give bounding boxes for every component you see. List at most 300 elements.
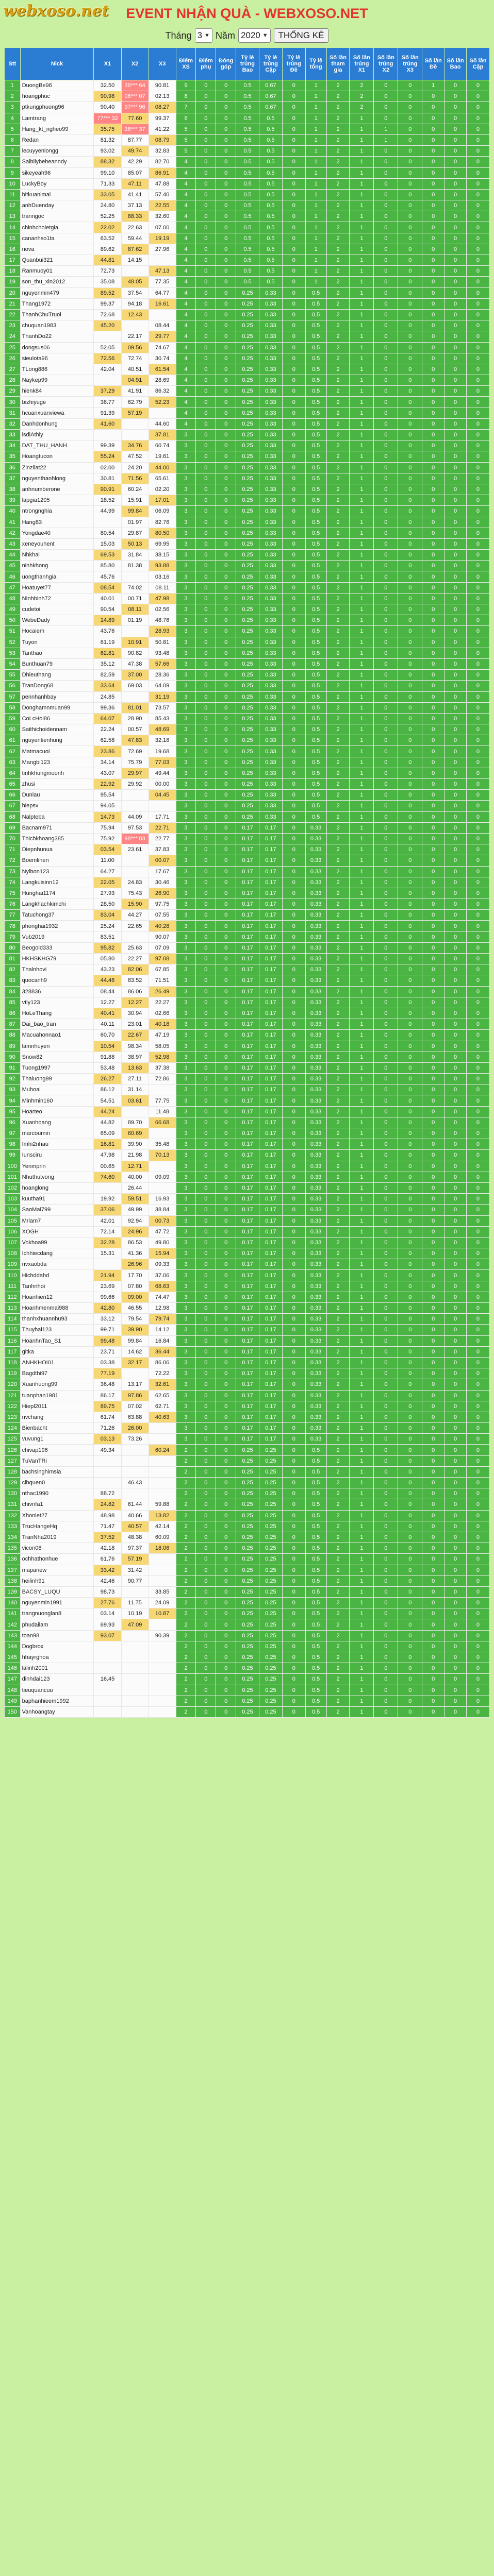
- nick-cell[interactable]: Nalpteba: [20, 811, 94, 822]
- nick-cell[interactable]: nguyenthanhlong: [20, 473, 94, 484]
- nick-cell[interactable]: LuckyBoy: [20, 178, 94, 189]
- nick-cell[interactable]: Hang_kt_ngheo99: [20, 124, 94, 134]
- bonus-cell: 0: [196, 80, 216, 91]
- nick-cell[interactable]: Beogold333: [20, 942, 94, 953]
- cap-rate-cell: 0.25: [259, 1510, 282, 1521]
- x1-cell: [94, 1259, 121, 1270]
- contribution-cell: 0: [216, 1182, 236, 1193]
- nick-cell[interactable]: Bienbacht: [20, 1423, 94, 1434]
- de-rate-cell: 0: [282, 462, 305, 473]
- x1-hits-cell: 1: [350, 1357, 374, 1368]
- nick-cell[interactable]: Vanhoangtay: [20, 1706, 94, 1717]
- participation-cell: 2: [326, 593, 350, 604]
- nick-cell[interactable]: ochhathonhue: [20, 1554, 94, 1565]
- bao-rate-cell: 0.25: [236, 561, 259, 571]
- nick-cell[interactable]: zhusi: [20, 779, 94, 790]
- nick-cell[interactable]: bizhiyuge: [20, 397, 94, 408]
- nick-cell[interactable]: bitkuanimal: [20, 189, 94, 200]
- month-select[interactable]: [195, 28, 212, 43]
- nick-cell[interactable]: dinhdai123: [20, 1674, 94, 1685]
- bao-rate-cell: 0.25: [236, 724, 259, 735]
- total-rate-cell: 0.33: [305, 1412, 326, 1422]
- nick-cell[interactable]: Snow82: [20, 1052, 94, 1062]
- nick-cell[interactable]: hcuanxuanviewa: [20, 408, 94, 418]
- nick-cell[interactable]: tranngoc: [20, 211, 94, 222]
- nick-cell[interactable]: Tanhnhoi: [20, 1281, 94, 1292]
- bonus-cell: 0: [196, 811, 216, 822]
- nick-cell[interactable]: nguyentienhung: [20, 735, 94, 746]
- de-rate-cell: 0: [282, 1030, 305, 1041]
- nick-cell[interactable]: lamnhuyen: [20, 1041, 94, 1052]
- de-rate-cell: 0: [282, 571, 305, 582]
- nick-cell[interactable]: Xuanhoang: [20, 1117, 94, 1128]
- nick-cell[interactable]: Vokhoa99: [20, 1237, 94, 1248]
- total-rate-cell: 0.33: [305, 1368, 326, 1379]
- nick-cell[interactable]: ntrongnghia: [20, 506, 94, 517]
- nick-cell[interactable]: vicon08: [20, 1543, 94, 1554]
- nick-cell[interactable]: chivnfa1: [20, 1499, 94, 1510]
- x3-cell: 02.20: [149, 484, 176, 495]
- nick-cell[interactable]: Langkhachkimchi: [20, 899, 94, 910]
- nick-cell[interactable]: Bagdthi97: [20, 1368, 94, 1379]
- nick-cell[interactable]: TrucHangeHq: [20, 1521, 94, 1532]
- nick-cell[interactable]: nova: [20, 244, 94, 255]
- de-count-cell: 0: [422, 1434, 444, 1445]
- nick-cell[interactable]: lecuyyenlongg: [20, 146, 94, 157]
- cap-count-cell: 0: [466, 320, 489, 331]
- x1-hits-cell: 1: [350, 1084, 374, 1095]
- de-count-cell: 0: [422, 975, 444, 986]
- cap-count-cell: 0: [466, 1586, 489, 1597]
- participation-cell: 2: [326, 178, 350, 189]
- x3-hits-cell: 0: [398, 593, 422, 604]
- de-count-cell: 0: [422, 397, 444, 408]
- x3-cell: 90.39: [149, 1630, 176, 1641]
- nick-cell[interactable]: trangnuonglan8: [20, 1608, 94, 1619]
- nick-cell[interactable]: Hichddahd: [20, 1270, 94, 1281]
- score-cell: 2: [176, 1575, 196, 1586]
- nick-cell[interactable]: Thang1972: [20, 298, 94, 309]
- bonus-cell: 0: [196, 211, 216, 222]
- rank-cell: 59: [5, 713, 21, 724]
- x2-cell: 07.80: [121, 1281, 149, 1292]
- nick-cell[interactable]: NInhbinh72: [20, 593, 94, 604]
- rank-cell: 147: [5, 1674, 21, 1685]
- nick-cell[interactable]: Tuong1997: [20, 1062, 94, 1073]
- x2-hits-cell: 0: [374, 571, 398, 582]
- nick-cell[interactable]: Nhkhai: [20, 550, 94, 561]
- nick-cell[interactable]: tinhkhungmuonh: [20, 768, 94, 778]
- cap-count-cell: 0: [466, 1619, 489, 1630]
- nick-cell[interactable]: TLong886: [20, 364, 94, 375]
- x3-hits-cell: 0: [398, 735, 422, 746]
- nick-cell[interactable]: sikeyeah96: [20, 167, 94, 178]
- nick-cell[interactable]: xeneyouhent: [20, 538, 94, 549]
- nick-cell[interactable]: Bunthuan79: [20, 658, 94, 669]
- participation-cell: 2: [326, 309, 350, 320]
- nick-cell[interactable]: anhnumberone: [20, 484, 94, 495]
- nick-cell[interactable]: ptkungphuong96: [20, 102, 94, 113]
- nick-cell[interactable]: quocanh9: [20, 975, 94, 986]
- nick-cell[interactable]: Macuahonnao1: [20, 1030, 94, 1041]
- bonus-cell: 0: [196, 124, 216, 134]
- nick-cell[interactable]: gitka: [20, 1346, 94, 1357]
- score-cell: 3: [176, 1368, 196, 1379]
- bonus-cell: 0: [196, 1565, 216, 1575]
- x3-hits-cell: 0: [398, 484, 422, 495]
- nick-cell[interactable]: anhDuenday: [20, 200, 94, 211]
- cap-count-cell: 0: [466, 811, 489, 822]
- nick-cell[interactable]: Diepnhunua: [20, 844, 94, 855]
- score-cell: 4: [176, 255, 196, 266]
- nick-cell[interactable]: tuanphan1981: [20, 1390, 94, 1401]
- nick-cell[interactable]: hhayrghoa: [20, 1652, 94, 1663]
- cap-rate-cell: 0.17: [259, 877, 282, 888]
- site-logo[interactable]: webxoso.net: [3, 2, 109, 20]
- nick-cell[interactable]: Ichhiecdang: [20, 1248, 94, 1259]
- participation-cell: 2: [326, 244, 350, 255]
- de-count-cell: 0: [422, 506, 444, 517]
- x2-hits-cell: 0: [374, 309, 398, 320]
- total-rate-cell: 0.5: [305, 386, 326, 397]
- nick-cell[interactable]: Iunsciru: [20, 1150, 94, 1161]
- de-count-cell: 0: [422, 1303, 444, 1314]
- nick-cell[interactable]: WebeDady: [20, 615, 94, 626]
- nick-cell[interactable]: Muhoai: [20, 1084, 94, 1095]
- nick-cell[interactable]: ninhkhong: [20, 561, 94, 571]
- rank-cell: 55: [5, 670, 21, 681]
- nick-cell[interactable]: uongthanhgia: [20, 571, 94, 582]
- bonus-cell: 0: [196, 1412, 216, 1422]
- de-rate-cell: 0: [282, 942, 305, 953]
- bonus-cell: 0: [196, 451, 216, 462]
- nick-cell[interactable]: Matmacuoi: [20, 746, 94, 757]
- nick-cell[interactable]: hoangphuc: [20, 91, 94, 102]
- cap-count-cell: 0: [466, 91, 489, 102]
- nick-cell[interactable]: Tatuchong37: [20, 910, 94, 921]
- score-cell: 3: [176, 528, 196, 538]
- nick-cell[interactable]: Mrlam7: [20, 1215, 94, 1226]
- nick-cell[interactable]: Dhieuthang: [20, 670, 94, 681]
- nick-cell[interactable]: 328836: [20, 986, 94, 997]
- nick-cell[interactable]: HoLeThang: [20, 1008, 94, 1019]
- x3-cell: 42.14: [149, 1521, 176, 1532]
- de-count-cell: 0: [422, 637, 444, 648]
- de-count-cell: 0: [422, 1368, 444, 1379]
- x1-hits-cell: 1: [350, 233, 374, 244]
- nick-cell[interactable]: Lamtrang: [20, 113, 94, 124]
- nick-cell[interactable]: kuutha91: [20, 1194, 94, 1205]
- x3-cell: 30.74: [149, 353, 176, 364]
- nick-cell[interactable]: Dunlau: [20, 790, 94, 801]
- x3-cell: 66.68: [149, 1117, 176, 1128]
- x3-cell: 97.08: [149, 954, 176, 964]
- nick-cell[interactable]: hienk84: [20, 386, 94, 397]
- nick-cell[interactable]: sieulota96: [20, 353, 94, 364]
- nick-cell[interactable]: vtly123: [20, 997, 94, 1008]
- nick-cell[interactable]: HoanhnTao_S1: [20, 1335, 94, 1346]
- cap-count-cell: 0: [466, 768, 489, 778]
- nick-cell[interactable]: Ranmuoy01: [20, 266, 94, 277]
- nick-cell[interactable]: hiepsv: [20, 801, 94, 811]
- de-count-cell: 0: [422, 353, 444, 364]
- nick-cell[interactable]: Xuanhuong99: [20, 1379, 94, 1390]
- table-row: [5, 1368, 490, 1379]
- cap-count-cell: 0: [466, 986, 489, 997]
- de-rate-cell: 0: [282, 1248, 305, 1259]
- nick-cell[interactable]: mapariew: [20, 1565, 94, 1575]
- x2-hits-cell: 0: [374, 1292, 398, 1302]
- nick-cell[interactable]: Redan: [20, 134, 94, 145]
- bonus-cell: 0: [196, 658, 216, 669]
- de-rate-cell: 0: [282, 1008, 305, 1019]
- nick-cell[interactable]: lsdiAthly: [20, 430, 94, 440]
- nick-cell[interactable]: toan98: [20, 1630, 94, 1641]
- nick-cell[interactable]: phonghai1932: [20, 921, 94, 931]
- bonus-cell: 0: [196, 866, 216, 877]
- de-rate-cell: 0: [282, 418, 305, 429]
- total-rate-cell: 1: [305, 255, 326, 266]
- nick-cell[interactable]: BACSY_LUQU: [20, 1586, 94, 1597]
- cap-count-cell: 0: [466, 626, 489, 637]
- total-rate-cell: 1: [305, 80, 326, 91]
- nick-cell[interactable]: Tanthao: [20, 648, 94, 658]
- total-rate-cell: 0.5: [305, 298, 326, 309]
- nick-cell[interactable]: Yongdae40: [20, 528, 94, 538]
- nick-cell[interactable]: Thichkhoang385: [20, 833, 94, 844]
- contribution-cell: 0: [216, 1521, 236, 1532]
- bao-count-cell: 0: [444, 888, 467, 899]
- nick-cell[interactable]: Minhmin160: [20, 1095, 94, 1106]
- contribution-cell: 0: [216, 910, 236, 921]
- nick-cell[interactable]: DuongBe96: [20, 80, 94, 91]
- bao-count-cell: 0: [444, 440, 467, 451]
- nick-cell[interactable]: Vub2019: [20, 931, 94, 942]
- x1-cell: 72.56: [94, 353, 121, 364]
- x3-cell: 10.87: [149, 1608, 176, 1619]
- nick-cell[interactable]: Boemlinen: [20, 855, 94, 866]
- cap-count-cell: 0: [466, 561, 489, 571]
- bao-rate-cell: 0.25: [236, 440, 259, 451]
- nick-cell[interactable]: ThanhChuTruoi: [20, 309, 94, 320]
- nick-cell[interactable]: cudetoi: [20, 604, 94, 615]
- nick-cell[interactable]: Xhonlet27: [20, 1510, 94, 1521]
- bao-rate-cell: 0.25: [236, 801, 259, 811]
- nick-cell[interactable]: DAT_THU_HANH: [20, 440, 94, 451]
- de-rate-cell: 0: [282, 561, 305, 571]
- participation-cell: 2: [326, 298, 350, 309]
- nick-cell[interactable]: Saibilybeheanndy: [20, 157, 94, 167]
- nick-cell[interactable]: Thaiuong99: [20, 1074, 94, 1084]
- x3-cell: [149, 1488, 176, 1499]
- total-rate-cell: 0.33: [305, 833, 326, 844]
- nick-cell[interactable]: Hang83: [20, 517, 94, 528]
- x3-cell: 27.96: [149, 244, 176, 255]
- bao-rate-cell: 0.17: [236, 1030, 259, 1041]
- de-rate-cell: 0: [282, 626, 305, 637]
- nick-cell[interactable]: lapgia1205: [20, 495, 94, 506]
- bao-count-cell: 0: [444, 124, 467, 134]
- x3-hits-cell: 0: [398, 178, 422, 189]
- nick-cell[interactable]: Yenmprin: [20, 1161, 94, 1172]
- nick-cell[interactable]: Thuyhai123: [20, 1325, 94, 1335]
- nick-cell[interactable]: Hocaiem: [20, 626, 94, 637]
- table-row: [5, 1586, 490, 1597]
- nick-cell[interactable]: nthac1990: [20, 1488, 94, 1499]
- nick-cell[interactable]: son_thu_xin2012: [20, 277, 94, 287]
- bao-rate-cell: 0.17: [236, 1379, 259, 1390]
- nick-cell[interactable]: Donghamnmuan99: [20, 702, 94, 713]
- nick-cell[interactable]: clbquen0: [20, 1478, 94, 1488]
- participation-cell: 2: [326, 702, 350, 713]
- nick-cell[interactable]: nvxaobda: [20, 1259, 94, 1270]
- bao-rate-cell: 0.25: [236, 408, 259, 418]
- x3-hits-cell: 0: [398, 844, 422, 855]
- nick-cell[interactable]: nguyenmin1991: [20, 1598, 94, 1608]
- nick-cell[interactable]: chuquan1983: [20, 320, 94, 331]
- nick-cell[interactable]: vuvung1: [20, 1434, 94, 1445]
- cap-count-cell: 0: [466, 1041, 489, 1052]
- nick-cell[interactable]: hoanglong: [20, 1182, 94, 1193]
- chevron-down-icon: ▼: [204, 32, 210, 39]
- bonus-cell: 0: [196, 320, 216, 331]
- x3-hits-cell: 0: [398, 430, 422, 440]
- rank-cell: 63: [5, 757, 21, 768]
- de-count-cell: 0: [422, 287, 444, 298]
- nick-cell[interactable]: ThanhDo22: [20, 331, 94, 342]
- cap-rate-cell: 0.33: [259, 713, 282, 724]
- x3-cell: [149, 801, 176, 811]
- nick-cell[interactable]: marcoumin: [20, 1128, 94, 1139]
- x2-hits-cell: 0: [374, 986, 398, 997]
- nick-cell[interactable]: thanhxhuannhu93: [20, 1314, 94, 1325]
- table-row: [5, 189, 490, 200]
- nick-cell[interactable]: Hoatuyet77: [20, 582, 94, 593]
- nick-cell[interactable]: Hunghai1174: [20, 888, 94, 899]
- contribution-cell: 0: [216, 1128, 236, 1139]
- nick-cell[interactable]: pennhanhbay: [20, 691, 94, 702]
- nick-cell[interactable]: Hoangtucon: [20, 451, 94, 462]
- bonus-cell: 0: [196, 801, 216, 811]
- table-row: [5, 1237, 490, 1248]
- de-rate-cell: 0: [282, 1292, 305, 1302]
- nick-cell[interactable]: nvchang: [20, 1412, 94, 1422]
- nick-cell[interactable]: XOGH: [20, 1226, 94, 1237]
- nick-cell[interactable]: ANHKHOI01: [20, 1357, 94, 1368]
- nick-cell[interactable]: Hoanhien12: [20, 1292, 94, 1302]
- bao-count-cell: 0: [444, 658, 467, 669]
- nick-cell[interactable]: Langkuisinn12: [20, 877, 94, 888]
- nick-cell[interactable]: baphanhieem1992: [20, 1696, 94, 1706]
- nick-cell[interactable]: tieuquancuu: [20, 1685, 94, 1696]
- nick-cell[interactable]: Bacnam971: [20, 822, 94, 833]
- nick-cell[interactable]: Thalnhovi: [20, 964, 94, 975]
- nick-cell[interactable]: phudailam: [20, 1619, 94, 1630]
- nick-cell[interactable]: Nhuthutvong: [20, 1172, 94, 1182]
- nick-cell[interactable]: chivap196: [20, 1445, 94, 1455]
- nick-cell[interactable]: CoLcHoi86: [20, 713, 94, 724]
- nick-cell[interactable]: Tuyon: [20, 637, 94, 648]
- total-rate-cell: 0.5: [305, 1652, 326, 1663]
- participation-cell: 2: [326, 1466, 350, 1477]
- table-row: [5, 1412, 490, 1422]
- x3-hits-cell: 0: [398, 1488, 422, 1499]
- nick-cell[interactable]: chinhcholetgia: [20, 222, 94, 233]
- bonus-cell: 0: [196, 430, 216, 440]
- x1-hits-cell: 2: [350, 91, 374, 102]
- cap-rate-cell: 0.25: [259, 1466, 282, 1477]
- de-rate-cell: 0: [282, 222, 305, 233]
- nick-cell[interactable]: Naykep99: [20, 375, 94, 386]
- x2-cell: 24.96: [121, 1226, 149, 1237]
- nick-cell[interactable]: lalinh2001: [20, 1663, 94, 1674]
- de-rate-cell: 0: [282, 1379, 305, 1390]
- nick-cell[interactable]: bachsinghimsia: [20, 1466, 94, 1477]
- x3-cell: 12.98: [149, 1303, 176, 1314]
- x3-hits-cell: 0: [398, 1074, 422, 1084]
- nick-cell[interactable]: nguyenmin479: [20, 287, 94, 298]
- bao-count-cell: 0: [444, 1106, 467, 1117]
- rank-cell: 109: [5, 1259, 21, 1270]
- nick-cell[interactable]: Dai_bao_tran: [20, 1019, 94, 1030]
- participation-cell: 2: [326, 877, 350, 888]
- nick-cell[interactable]: Hoarteo: [20, 1106, 94, 1117]
- de-rate-cell: 0: [282, 713, 305, 724]
- rank-cell: 28: [5, 375, 21, 386]
- nick-cell[interactable]: Danhdonhung: [20, 418, 94, 429]
- nick-cell[interactable]: Hiepl2011: [20, 1401, 94, 1412]
- nick-cell[interactable]: Imhi2nhau: [20, 1139, 94, 1150]
- x1-hits-cell: 1: [350, 658, 374, 669]
- stats-button[interactable]: THỐNG KÊ: [274, 28, 329, 43]
- nick-cell[interactable]: cananhso1ta: [20, 233, 94, 244]
- nick-cell[interactable]: Hoanhmenmai988: [20, 1303, 94, 1314]
- nick-cell[interactable]: TranDong68: [20, 681, 94, 691]
- x1-cell: 55.24: [94, 451, 121, 462]
- cap-count-cell: 0: [466, 997, 489, 1008]
- x1-cell: 03.54: [94, 844, 121, 855]
- year-select[interactable]: [238, 28, 271, 43]
- x3-hits-cell: 0: [398, 1641, 422, 1652]
- x1-hits-cell: 1: [350, 964, 374, 975]
- nick-cell[interactable]: dongsus06: [20, 342, 94, 353]
- x3-hits-cell: 0: [398, 768, 422, 778]
- x1-cell: 24.85: [94, 691, 121, 702]
- rank-cell: 79: [5, 931, 21, 942]
- x3-hits-cell: 0: [398, 102, 422, 113]
- nick-cell[interactable]: Mangbi123: [20, 757, 94, 768]
- x2-cell: 86.06: [121, 986, 149, 997]
- bao-count-cell: 0: [444, 626, 467, 637]
- x3-cell: [149, 1478, 176, 1488]
- nick-cell[interactable]: Dogbrox: [20, 1641, 94, 1652]
- table-row: [5, 1062, 490, 1073]
- nick-cell[interactable]: TuVanTRi: [20, 1455, 94, 1466]
- nick-cell[interactable]: Quanbui321: [20, 255, 94, 266]
- score-cell: 2: [176, 1706, 196, 1717]
- nick-cell[interactable]: TranNha2019: [20, 1532, 94, 1543]
- nick-cell[interactable]: Saithichoidennam: [20, 724, 94, 735]
- column-header: Số lần tham gia: [326, 48, 350, 80]
- nick-cell[interactable]: heilinh91: [20, 1575, 94, 1586]
- nick-cell[interactable]: SaoMai799: [20, 1205, 94, 1215]
- nick-cell[interactable]: Zinzilat22: [20, 462, 94, 473]
- nick-cell[interactable]: HKHSKHG79: [20, 954, 94, 964]
- nick-cell[interactable]: Nylbon123: [20, 866, 94, 877]
- de-count-cell: 0: [422, 211, 444, 222]
- x1-hits-cell: 1: [350, 1074, 374, 1084]
- bao-count-cell: 0: [444, 1335, 467, 1346]
